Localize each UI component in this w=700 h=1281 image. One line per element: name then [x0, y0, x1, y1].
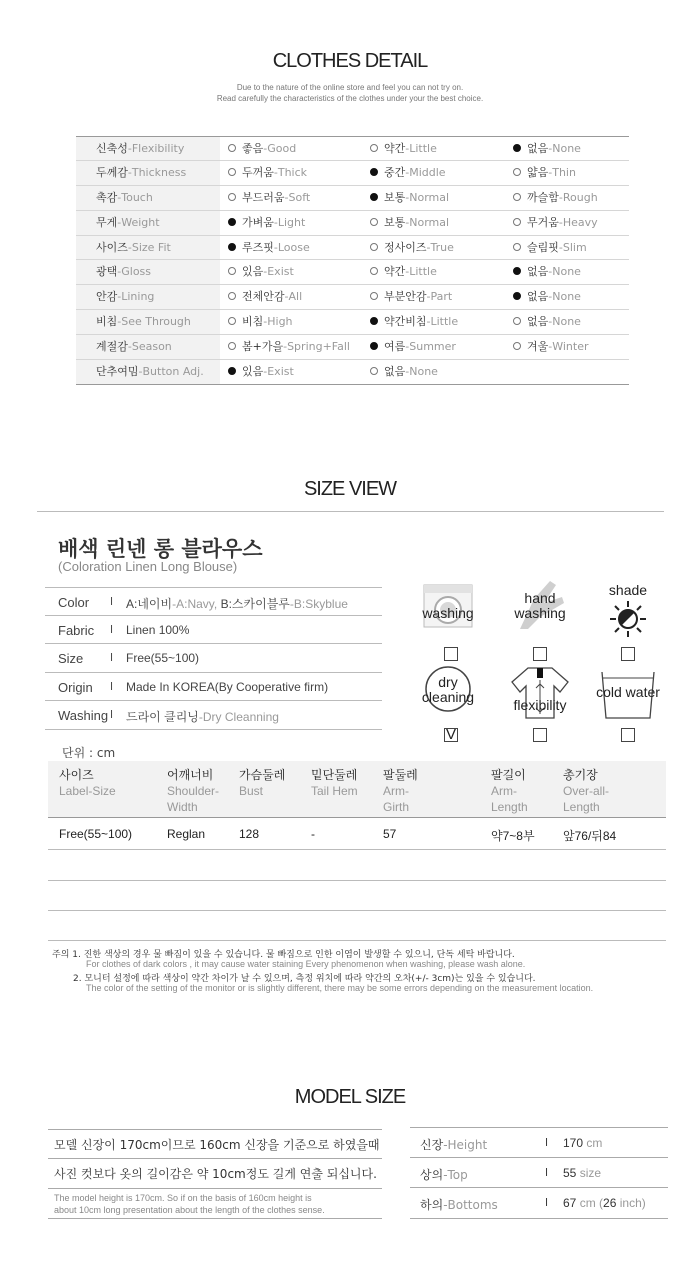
column-header-tail-hem: 밑단둘레 Tail Hem: [311, 768, 358, 798]
info-key: Size: [58, 651, 84, 667]
detail-option: 없음-None: [513, 285, 581, 309]
info-separator: l: [110, 622, 114, 636]
column-header-shoulder: 어깨너비 Shoulder- Width: [167, 768, 220, 814]
care-label: dry cleaning: [421, 674, 475, 705]
detail-option: 없음-None: [370, 360, 438, 384]
care-label: cold water: [596, 684, 660, 700]
selected-radio-icon: [228, 367, 236, 375]
column-header-size: 사이즈 Label-Size: [59, 768, 116, 798]
table-cell: Reglan: [167, 827, 206, 841]
detail-label: 촉감-Touch: [76, 186, 220, 210]
detail-row: [76, 310, 629, 335]
selected-radio-icon: [228, 243, 236, 251]
info-key: Fabric: [58, 622, 95, 638]
selected-radio-icon: [513, 292, 521, 300]
model-row-bottoms: [410, 1188, 668, 1219]
unselected-radio-icon: [228, 317, 236, 325]
clothes-detail-subtitle-2: Read carefully the characteristics of the clothes under your the best choice.: [216, 94, 484, 103]
column-header-bust: 가슴둘레 Bust: [239, 768, 286, 798]
unselected-radio-icon: [228, 193, 236, 201]
info-key: Color: [58, 595, 90, 610]
table-row-empty: [48, 880, 666, 911]
unselected-radio-icon: [513, 218, 521, 226]
table-row-empty: [48, 850, 666, 881]
unselected-radio-icon: [370, 267, 378, 275]
detail-label: 비침-See Through: [76, 310, 220, 334]
table-cell: 57: [383, 827, 397, 841]
unselected-radio-icon: [513, 317, 521, 325]
model-value: 55 size: [563, 1165, 602, 1180]
unselected-radio-icon: [513, 243, 521, 251]
unselected-radio-icon: [228, 144, 236, 152]
model-size-table: [410, 1127, 668, 1219]
table-cell: 앞76/뒤84: [563, 829, 617, 843]
product-name-kr: 배색 린넨 롱 블라우스: [58, 537, 263, 561]
selected-radio-icon: [370, 193, 378, 201]
detail-row: [76, 360, 629, 385]
model-note-line-1: 모델 신장이 170cm이므로 160cm 신장을 기준으로 하였을때: [48, 1129, 382, 1159]
table-row-empty: [48, 910, 666, 941]
unselected-radio-icon: [370, 243, 378, 251]
detail-option: 슬림핏-Slim: [513, 236, 587, 260]
detail-option: 겨울-Winter: [513, 335, 589, 359]
info-row-color: [45, 587, 382, 616]
table-cell: -: [311, 827, 315, 841]
model-value: 67 cm (26 inch): [563, 1196, 646, 1211]
detail-option: 약간-Little: [370, 137, 437, 161]
model-key: 하의-Bottoms: [420, 1198, 498, 1213]
detail-row: [76, 211, 629, 236]
selected-radio-icon: [370, 342, 378, 350]
info-separator: l: [110, 651, 114, 665]
column-header-overall-length: 총기장 Over-all- Length: [563, 768, 610, 814]
care-label: shade: [608, 582, 648, 598]
model-note: [48, 1129, 382, 1219]
detail-option: 가벼움-Light: [228, 211, 305, 235]
washing-checkbox: [444, 647, 458, 661]
selected-radio-icon: [513, 267, 521, 275]
unselected-radio-icon: [370, 218, 378, 226]
detail-label: 광택-Gloss: [76, 260, 220, 284]
cold-water-checkbox: [621, 728, 635, 742]
model-separator: l: [545, 1196, 549, 1210]
info-separator: l: [110, 679, 114, 693]
detail-row: [76, 186, 629, 211]
info-row-fabric: [45, 616, 382, 645]
unit-label: 단위 : cm: [62, 746, 116, 760]
info-row-origin: [45, 673, 382, 702]
model-key: 상의-Top: [420, 1167, 468, 1182]
model-separator: l: [545, 1165, 549, 1179]
table-cell: 128: [239, 827, 260, 841]
unselected-radio-icon: [228, 168, 236, 176]
detail-label: 사이즈-Size Fit: [76, 236, 220, 260]
selected-radio-icon: [370, 317, 378, 325]
model-separator: l: [545, 1136, 549, 1149]
divider: [37, 511, 664, 512]
detail-option: 없음-None: [513, 310, 581, 334]
note-1-en: For clothes of dark colors , it may cause water staining Every phenomenon when washing, please wash alone.: [86, 959, 526, 969]
info-row-size: [45, 644, 382, 673]
size-table-header: [48, 761, 666, 818]
note-2-kr: 2. 모니터 설정에 따라 색상이 약간 차이가 날 수 있으며, 측정 위치에 따라 약간의 오차(+/- 3cm)는 있을 수 있습니다.: [73, 974, 536, 984]
product-name-en: (Coloration Linen Long Blouse): [58, 559, 238, 574]
info-key: Washing: [58, 708, 109, 724]
column-header-arm-length: 팔길이 Arm- Length: [491, 768, 528, 814]
detail-option: 부분안감-Part: [370, 285, 452, 309]
model-value: 170 cm: [563, 1136, 603, 1150]
info-row-washing: [45, 701, 382, 730]
detail-row: [76, 260, 629, 285]
size-view-title: SIZE VIEW: [303, 478, 397, 500]
detail-row: [76, 285, 629, 310]
detail-option: 있음-Exist: [228, 260, 294, 284]
info-separator: l: [110, 595, 114, 608]
detail-row: [76, 236, 629, 261]
detail-label: 두께감-Thickness: [76, 161, 220, 185]
detail-label: 계절감-Season: [76, 335, 220, 359]
care-label: hand washing: [514, 590, 566, 621]
note-1-kr: 주의 1. 진한 색상의 경우 물 빠짐이 있을 수 있습니다. 물 빠짐으로 인한 이염이 발생할 수 있으니, 단독 세탁 바랍니다.: [52, 950, 515, 960]
detail-option: 봄+가을-Spring+Fall: [228, 335, 350, 359]
detail-option: 두꺼움-Thick: [228, 161, 307, 185]
selected-radio-icon: [370, 168, 378, 176]
product-info-table: [45, 587, 382, 730]
unselected-radio-icon: [228, 267, 236, 275]
detail-label: 무게-Weight: [76, 211, 220, 235]
unselected-radio-icon: [513, 193, 521, 201]
unselected-radio-icon: [370, 367, 378, 375]
detail-option: 부드러움-Soft: [228, 186, 310, 210]
table-cell: Free(55~100): [59, 827, 133, 841]
selected-radio-icon: [513, 144, 521, 152]
detail-label: 단추여밈-Button Adj.: [76, 360, 220, 384]
hand-washing-checkbox: [533, 647, 547, 661]
info-value: Made In KOREA(By Cooperative firm): [126, 679, 329, 694]
info-value: A:네이비-A:Navy, B:스카이블루-B:Skyblue: [126, 597, 348, 611]
detail-option: 전체안감-All: [228, 285, 302, 309]
info-value: Free(55~100): [126, 651, 200, 666]
flexibility-checkbox: [533, 728, 547, 742]
detail-option: 까슬함-Rough: [513, 186, 598, 210]
unselected-radio-icon: [228, 342, 236, 350]
detail-option: 있음-Exist: [228, 360, 294, 384]
model-key: 신장-Height: [420, 1138, 488, 1152]
info-key: Origin: [58, 679, 93, 695]
clothes-detail-title: CLOTHES DETAIL: [272, 50, 428, 72]
care-label: washing: [422, 605, 474, 621]
detail-row: [76, 161, 629, 186]
table-row: [48, 819, 666, 850]
care-label: flexibility: [513, 697, 567, 713]
dry-cleaning-checkbox: [444, 728, 458, 742]
selected-radio-icon: [228, 218, 236, 226]
model-note-en: The model height is 170cm. So if on the basis of 160cm height is about 10cm long presentation about the length of the clothes sense.: [48, 1189, 382, 1219]
detail-option: 무거움-Heavy: [513, 211, 598, 235]
detail-row: [76, 136, 629, 161]
detail-option: 약간-Little: [370, 260, 437, 284]
detail-option: 없음-None: [513, 137, 581, 161]
detail-option: 약간비침-Little: [370, 310, 458, 334]
info-value: Linen 100%: [126, 622, 190, 637]
unselected-radio-icon: [370, 292, 378, 300]
model-row-top: [410, 1158, 668, 1189]
detail-option: 얇음-Thin: [513, 161, 576, 185]
unselected-radio-icon: [370, 144, 378, 152]
detail-option: 루즈핏-Loose: [228, 236, 310, 260]
detail-option: 좋음-Good: [228, 137, 296, 161]
detail-row: [76, 335, 629, 360]
detail-option: 여름-Summer: [370, 335, 456, 359]
model-note-line-2: 사진 컷보다 옷의 길이감은 약 10cm정도 길게 연출 되십니다.: [48, 1159, 382, 1189]
detail-option: 비침-High: [228, 310, 293, 334]
model-size-title: MODEL SIZE: [294, 1086, 406, 1108]
unselected-radio-icon: [513, 168, 521, 176]
unselected-radio-icon: [228, 292, 236, 300]
model-row-height: [410, 1127, 668, 1158]
unselected-radio-icon: [513, 342, 521, 350]
shade-checkbox: [621, 647, 635, 661]
note-2-en: The color of the setting of the monitor or is slightly different, there may be some errors depending on the measurement location.: [86, 983, 594, 993]
detail-option: 중간-Middle: [370, 161, 446, 185]
clothes-detail-subtitle-1: Due to the nature of the online store and feel you can not try on.: [236, 83, 464, 92]
detail-option: 정사이즈-True: [370, 236, 454, 260]
clothes-detail-table: [76, 136, 629, 385]
column-header-arm-girth: 팔둘레 Arm- Girth: [383, 768, 418, 814]
info-value: 드라이 클리닝-Dry Cleanning: [126, 710, 279, 725]
info-separator: l: [110, 708, 114, 722]
detail-label: 신축성-Flexibility: [76, 137, 220, 160]
detail-label: 안감-Lining: [76, 285, 220, 309]
detail-option: 없음-None: [513, 260, 581, 284]
detail-option: 보통-Normal: [370, 211, 449, 235]
table-cell: 약7~8부: [491, 829, 535, 843]
detail-option: 보통-Normal: [370, 186, 449, 210]
